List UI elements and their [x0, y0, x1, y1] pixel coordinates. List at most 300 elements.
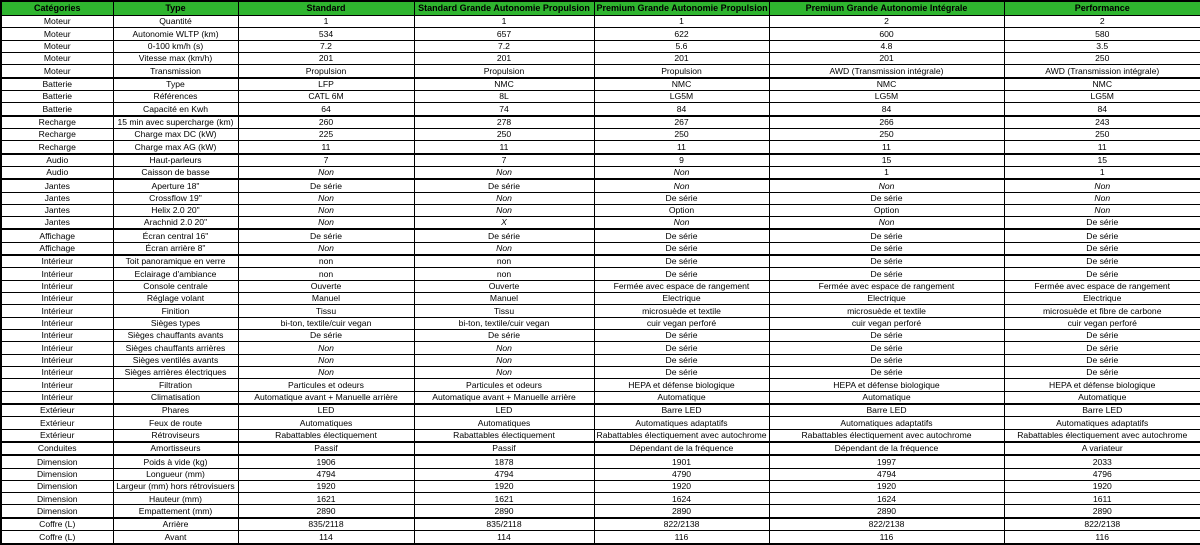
- type-cell: 15 min avec supercharge (km): [113, 116, 238, 129]
- value-cell: De série: [414, 179, 594, 192]
- value-cell: De série: [769, 255, 1004, 268]
- table-row: [1, 90, 1200, 102]
- table-row: [1, 531, 1200, 544]
- category-cell: Moteur: [1, 65, 113, 78]
- value-cell: 1997: [769, 455, 1004, 468]
- header-cell: Catégories: [1, 1, 113, 16]
- category-cell: Dimension: [1, 468, 113, 480]
- type-cell: Réglage volant: [113, 293, 238, 305]
- type-cell: Sièges chauffants arrières: [113, 342, 238, 354]
- value-cell: Non: [238, 204, 414, 216]
- value-cell: AWD (Transmission intégrale): [1004, 65, 1200, 78]
- value-cell: Ouverte: [238, 280, 414, 292]
- value-cell: 116: [1004, 531, 1200, 544]
- value-cell: De série: [769, 330, 1004, 342]
- value-cell: Automatique avant + Manuelle arrière: [238, 391, 414, 404]
- table-row: [1, 317, 1200, 329]
- type-cell: Amortisseurs: [113, 442, 238, 455]
- value-cell: 84: [1004, 103, 1200, 116]
- value-cell: 4790: [594, 468, 769, 480]
- value-cell: Automatique: [594, 391, 769, 404]
- value-cell: Non: [238, 166, 414, 179]
- value-cell: De série: [594, 366, 769, 378]
- value-cell: 250: [1004, 52, 1200, 64]
- value-cell: 1901: [594, 455, 769, 468]
- value-cell: non: [414, 268, 594, 280]
- table-row: [1, 455, 1200, 468]
- value-cell: Dépendant de la fréquence: [769, 442, 1004, 455]
- table-row: [1, 305, 1200, 317]
- value-cell: 74: [414, 103, 594, 116]
- value-cell: Non: [414, 166, 594, 179]
- value-cell: LG5M: [594, 90, 769, 102]
- value-cell: Non: [1004, 179, 1200, 192]
- category-cell: Jantes: [1, 217, 113, 230]
- table-row: [1, 505, 1200, 518]
- value-cell: De série: [769, 192, 1004, 204]
- category-cell: Recharge: [1, 128, 113, 140]
- value-cell: Passif: [238, 442, 414, 455]
- category-cell: Batterie: [1, 103, 113, 116]
- value-cell: 534: [238, 28, 414, 40]
- value-cell: Electrique: [769, 293, 1004, 305]
- value-cell: 84: [769, 103, 1004, 116]
- value-cell: Non: [414, 242, 594, 255]
- type-cell: Phares: [113, 404, 238, 417]
- value-cell: 64: [238, 103, 414, 116]
- value-cell: 266: [769, 116, 1004, 129]
- table-row: [1, 28, 1200, 40]
- value-cell: Manuel: [414, 293, 594, 305]
- category-cell: Moteur: [1, 40, 113, 52]
- value-cell: 2890: [414, 505, 594, 518]
- value-cell: 4794: [238, 468, 414, 480]
- table-row: [1, 16, 1200, 28]
- value-cell: De série: [1004, 354, 1200, 366]
- value-cell: 11: [414, 141, 594, 154]
- value-cell: 2890: [1004, 505, 1200, 518]
- category-cell: Recharge: [1, 116, 113, 129]
- value-cell: Ouverte: [414, 280, 594, 292]
- value-cell: Rabattables électiquement: [414, 429, 594, 442]
- value-cell: NMC: [414, 78, 594, 91]
- type-cell: Helix 2.0 20": [113, 204, 238, 216]
- category-cell: Intérieur: [1, 330, 113, 342]
- category-cell: Intérieur: [1, 391, 113, 404]
- value-cell: Non: [414, 354, 594, 366]
- category-cell: Audio: [1, 166, 113, 179]
- value-cell: Electrique: [1004, 293, 1200, 305]
- value-cell: Tissu: [238, 305, 414, 317]
- value-cell: CATL 6M: [238, 90, 414, 102]
- type-cell: Références: [113, 90, 238, 102]
- value-cell: 15: [1004, 154, 1200, 167]
- type-cell: Eclairage d'ambiance: [113, 268, 238, 280]
- value-cell: NMC: [1004, 78, 1200, 91]
- category-cell: Dimension: [1, 505, 113, 518]
- value-cell: 835/2118: [414, 518, 594, 531]
- type-cell: Caisson de basse: [113, 166, 238, 179]
- type-cell: Transmission: [113, 65, 238, 78]
- type-cell: Arachnid 2.0 20": [113, 217, 238, 230]
- type-cell: Rétroviseurs: [113, 429, 238, 442]
- value-cell: X: [414, 217, 594, 230]
- value-cell: Electrique: [594, 293, 769, 305]
- category-cell: Extérieur: [1, 417, 113, 429]
- type-cell: Largeur (mm) hors rétrovisuers: [113, 480, 238, 492]
- type-cell: Finition: [113, 305, 238, 317]
- value-cell: 1878: [414, 455, 594, 468]
- value-cell: De série: [238, 179, 414, 192]
- value-cell: De série: [769, 366, 1004, 378]
- value-cell: HEPA et défense biologique: [1004, 379, 1200, 391]
- value-cell: Rabattables électiquement avec autochrome: [769, 429, 1004, 442]
- value-cell: 84: [594, 103, 769, 116]
- value-cell: 1920: [414, 480, 594, 492]
- category-cell: Intérieur: [1, 280, 113, 292]
- value-cell: Automatiques adaptatifs: [1004, 417, 1200, 429]
- value-cell: 1: [1004, 166, 1200, 179]
- value-cell: Option: [769, 204, 1004, 216]
- value-cell: 5.6: [594, 40, 769, 52]
- value-cell: De série: [594, 229, 769, 242]
- value-cell: Propulsion: [238, 65, 414, 78]
- header-cell: Standard Grande Autonomie Propulsion: [414, 1, 594, 16]
- value-cell: De série: [238, 229, 414, 242]
- header-row: [1, 1, 1200, 16]
- value-cell: 116: [594, 531, 769, 544]
- value-cell: De série: [1004, 229, 1200, 242]
- value-cell: 114: [238, 531, 414, 544]
- type-cell: Sièges chauffants avants: [113, 330, 238, 342]
- value-cell: microsuède et textile: [594, 305, 769, 317]
- value-cell: De série: [238, 330, 414, 342]
- value-cell: cuir vegan perforé: [594, 317, 769, 329]
- value-cell: 2890: [238, 505, 414, 518]
- value-cell: NMC: [594, 78, 769, 91]
- value-cell: 267: [594, 116, 769, 129]
- type-cell: Type: [113, 78, 238, 91]
- value-cell: De série: [414, 330, 594, 342]
- value-cell: Non: [1004, 204, 1200, 216]
- value-cell: 278: [414, 116, 594, 129]
- category-cell: Moteur: [1, 52, 113, 64]
- value-cell: LED: [414, 404, 594, 417]
- table-row: [1, 468, 1200, 480]
- value-cell: 822/2138: [769, 518, 1004, 531]
- type-cell: Sièges ventilés avants: [113, 354, 238, 366]
- table-row: [1, 354, 1200, 366]
- table-row: [1, 379, 1200, 391]
- value-cell: bi-ton, textile/cuir vegan: [238, 317, 414, 329]
- value-cell: Barre LED: [1004, 404, 1200, 417]
- category-cell: Intérieur: [1, 268, 113, 280]
- value-cell: Non: [414, 204, 594, 216]
- value-cell: 1: [238, 16, 414, 28]
- value-cell: 600: [769, 28, 1004, 40]
- value-cell: 1920: [1004, 480, 1200, 492]
- value-cell: 1611: [1004, 493, 1200, 505]
- type-cell: Charge max AG (kW): [113, 141, 238, 154]
- value-cell: 8L: [414, 90, 594, 102]
- table-row: [1, 268, 1200, 280]
- value-cell: De série: [1004, 217, 1200, 230]
- value-cell: 3.5: [1004, 40, 1200, 52]
- value-cell: Propulsion: [414, 65, 594, 78]
- table-body: [1, 16, 1200, 545]
- value-cell: Non: [238, 217, 414, 230]
- value-cell: Rabattables électiquement avec autochrome: [1004, 429, 1200, 442]
- value-cell: LG5M: [769, 90, 1004, 102]
- value-cell: 1: [769, 166, 1004, 179]
- category-cell: Extérieur: [1, 429, 113, 442]
- value-cell: Rabattables électiquement: [238, 429, 414, 442]
- table-row: [1, 116, 1200, 129]
- category-cell: Audio: [1, 154, 113, 167]
- value-cell: 822/2138: [594, 518, 769, 531]
- table-row: [1, 417, 1200, 429]
- table-row: [1, 391, 1200, 404]
- category-cell: Moteur: [1, 28, 113, 40]
- value-cell: 1920: [769, 480, 1004, 492]
- value-cell: Rabattables électiquement avec autochrome: [594, 429, 769, 442]
- category-cell: Intérieur: [1, 255, 113, 268]
- value-cell: 201: [594, 52, 769, 64]
- value-cell: De série: [1004, 330, 1200, 342]
- value-cell: 260: [238, 116, 414, 129]
- value-cell: Option: [594, 204, 769, 216]
- category-cell: Intérieur: [1, 354, 113, 366]
- value-cell: De série: [594, 354, 769, 366]
- type-cell: Longueur (mm): [113, 468, 238, 480]
- value-cell: 2: [769, 16, 1004, 28]
- value-cell: 4796: [1004, 468, 1200, 480]
- value-cell: 7: [238, 154, 414, 167]
- value-cell: Barre LED: [594, 404, 769, 417]
- value-cell: 1: [594, 16, 769, 28]
- header-cell: Premium Grande Autonomie Propulsion: [594, 1, 769, 16]
- value-cell: 243: [1004, 116, 1200, 129]
- category-cell: Dimension: [1, 455, 113, 468]
- table-row: [1, 65, 1200, 78]
- value-cell: Non: [414, 366, 594, 378]
- value-cell: 1920: [594, 480, 769, 492]
- table-row: [1, 242, 1200, 255]
- table-row: [1, 154, 1200, 167]
- category-cell: Intérieur: [1, 379, 113, 391]
- value-cell: 11: [594, 141, 769, 154]
- value-cell: De série: [769, 342, 1004, 354]
- value-cell: Non: [238, 354, 414, 366]
- value-cell: De série: [1004, 366, 1200, 378]
- table-row: [1, 103, 1200, 116]
- value-cell: 1920: [238, 480, 414, 492]
- value-cell: microsuède et fibre de carbone: [1004, 305, 1200, 317]
- value-cell: Tissu: [414, 305, 594, 317]
- value-cell: non: [414, 255, 594, 268]
- category-cell: Extérieur: [1, 404, 113, 417]
- value-cell: microsuède et textile: [769, 305, 1004, 317]
- category-cell: Conduites: [1, 442, 113, 455]
- category-cell: Batterie: [1, 78, 113, 91]
- value-cell: Fermée avec espace de rangement: [1004, 280, 1200, 292]
- value-cell: Non: [238, 192, 414, 204]
- table-row: [1, 330, 1200, 342]
- value-cell: 1621: [414, 493, 594, 505]
- type-cell: Filtration: [113, 379, 238, 391]
- type-cell: Aperture 18": [113, 179, 238, 192]
- value-cell: 225: [238, 128, 414, 140]
- category-cell: Intérieur: [1, 317, 113, 329]
- value-cell: HEPA et défense biologique: [769, 379, 1004, 391]
- type-cell: 0-100 km/h (s): [113, 40, 238, 52]
- value-cell: De série: [594, 268, 769, 280]
- value-cell: cuir vegan perforé: [769, 317, 1004, 329]
- value-cell: Non: [414, 342, 594, 354]
- table-row: [1, 442, 1200, 455]
- value-cell: non: [238, 255, 414, 268]
- type-cell: Autonomie WLTP (km): [113, 28, 238, 40]
- value-cell: bi-ton, textile/cuir vegan: [414, 317, 594, 329]
- value-cell: 835/2118: [238, 518, 414, 531]
- value-cell: Particules et odeurs: [414, 379, 594, 391]
- value-cell: Non: [1004, 192, 1200, 204]
- value-cell: De série: [769, 354, 1004, 366]
- category-cell: Moteur: [1, 16, 113, 28]
- category-cell: Jantes: [1, 204, 113, 216]
- type-cell: Sièges arrières électriques: [113, 366, 238, 378]
- type-cell: Avant: [113, 531, 238, 544]
- value-cell: LG5M: [1004, 90, 1200, 102]
- table-row: [1, 255, 1200, 268]
- table-row: [1, 192, 1200, 204]
- category-cell: Affichage: [1, 242, 113, 255]
- category-cell: Affichage: [1, 229, 113, 242]
- table-row: [1, 480, 1200, 492]
- type-cell: Capacité en Kwh: [113, 103, 238, 116]
- value-cell: De série: [594, 330, 769, 342]
- table-row: [1, 293, 1200, 305]
- value-cell: De série: [594, 242, 769, 255]
- value-cell: De série: [414, 229, 594, 242]
- type-cell: Sièges types: [113, 317, 238, 329]
- value-cell: 11: [238, 141, 414, 154]
- value-cell: 201: [769, 52, 1004, 64]
- value-cell: 822/2138: [1004, 518, 1200, 531]
- type-cell: Hauteur (mm): [113, 493, 238, 505]
- value-cell: 4794: [414, 468, 594, 480]
- table-row: [1, 280, 1200, 292]
- value-cell: De série: [1004, 268, 1200, 280]
- value-cell: Non: [769, 179, 1004, 192]
- value-cell: 201: [238, 52, 414, 64]
- value-cell: 15: [769, 154, 1004, 167]
- table-row: [1, 78, 1200, 91]
- value-cell: LED: [238, 404, 414, 417]
- value-cell: Propulsion: [594, 65, 769, 78]
- value-cell: 7.2: [414, 40, 594, 52]
- value-cell: 580: [1004, 28, 1200, 40]
- category-cell: Batterie: [1, 90, 113, 102]
- category-cell: Intérieur: [1, 305, 113, 317]
- type-cell: Crossflow 19": [113, 192, 238, 204]
- header-cell: Premium Grande Autonomie Intégrale: [769, 1, 1004, 16]
- value-cell: Non: [238, 242, 414, 255]
- value-cell: Fermée avec espace de rangement: [594, 280, 769, 292]
- value-cell: De série: [594, 342, 769, 354]
- value-cell: Automatiques: [414, 417, 594, 429]
- table-row: [1, 342, 1200, 354]
- value-cell: non: [238, 268, 414, 280]
- type-cell: Écran arrière 8": [113, 242, 238, 255]
- category-cell: Jantes: [1, 192, 113, 204]
- value-cell: De série: [1004, 242, 1200, 255]
- header-cell: Performance: [1004, 1, 1200, 16]
- value-cell: Automatique avant + Manuelle arrière: [414, 391, 594, 404]
- type-cell: Console centrale: [113, 280, 238, 292]
- value-cell: A variateur: [1004, 442, 1200, 455]
- value-cell: 250: [769, 128, 1004, 140]
- value-cell: Automatique: [769, 391, 1004, 404]
- value-cell: AWD (Transmission intégrale): [769, 65, 1004, 78]
- value-cell: Non: [238, 366, 414, 378]
- value-cell: 4794: [769, 468, 1004, 480]
- value-cell: 1621: [238, 493, 414, 505]
- value-cell: 250: [594, 128, 769, 140]
- table-row: [1, 40, 1200, 52]
- value-cell: NMC: [769, 78, 1004, 91]
- category-cell: Dimension: [1, 493, 113, 505]
- header-cell: Type: [113, 1, 238, 16]
- value-cell: De série: [769, 229, 1004, 242]
- value-cell: cuir vegan perforé: [1004, 317, 1200, 329]
- table-row: [1, 179, 1200, 192]
- table-row: [1, 204, 1200, 216]
- value-cell: Automatiques: [238, 417, 414, 429]
- value-cell: Particules et odeurs: [238, 379, 414, 391]
- value-cell: 250: [414, 128, 594, 140]
- table-row: [1, 429, 1200, 442]
- type-cell: Feux de route: [113, 417, 238, 429]
- value-cell: De série: [769, 268, 1004, 280]
- value-cell: Non: [414, 192, 594, 204]
- value-cell: 1906: [238, 455, 414, 468]
- table-row: [1, 493, 1200, 505]
- value-cell: De série: [1004, 255, 1200, 268]
- value-cell: Fermée avec espace de rangement: [769, 280, 1004, 292]
- category-cell: Recharge: [1, 141, 113, 154]
- value-cell: 622: [594, 28, 769, 40]
- category-cell: Intérieur: [1, 342, 113, 354]
- value-cell: 7: [414, 154, 594, 167]
- value-cell: 657: [414, 28, 594, 40]
- value-cell: Passif: [414, 442, 594, 455]
- table-row: [1, 52, 1200, 64]
- value-cell: Non: [594, 179, 769, 192]
- value-cell: Barre LED: [769, 404, 1004, 417]
- table-row: [1, 128, 1200, 140]
- category-cell: Dimension: [1, 480, 113, 492]
- value-cell: 11: [1004, 141, 1200, 154]
- value-cell: LFP: [238, 78, 414, 91]
- value-cell: 9: [594, 154, 769, 167]
- category-cell: Coffre (L): [1, 531, 113, 544]
- value-cell: HEPA et défense biologique: [594, 379, 769, 391]
- value-cell: 1624: [594, 493, 769, 505]
- value-cell: 1: [414, 16, 594, 28]
- type-cell: Poids à vide (kg): [113, 455, 238, 468]
- value-cell: 2: [1004, 16, 1200, 28]
